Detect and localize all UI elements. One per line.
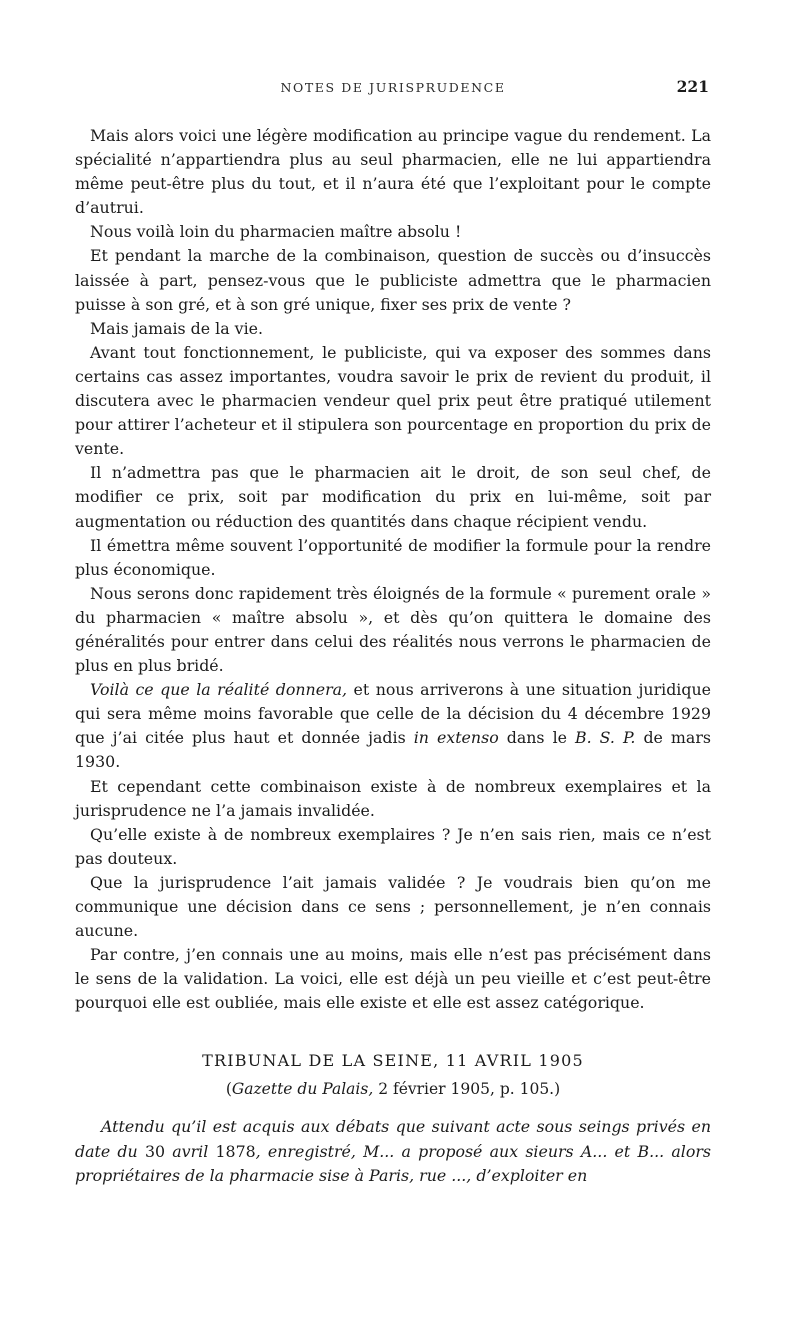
paragraph-voila <box>75 678 711 774</box>
document-page <box>75 72 711 1188</box>
source-citation: 2 février 1905, p. 105.) <box>373 1080 561 1099</box>
journal-reference: B. S. P. <box>575 728 636 748</box>
paragraph: Mais alors voici une légère modification au principe vague du rendement. La spécialité n’appartiendra plus au seul pharmacien, elle ne lui appartiendra même peut-être plus du tout, et il n’aura été que l’exploitant pour le compte d’autrui. <box>75 126 711 218</box>
paragraph: Il n’admettra pas que le pharmacien ait le droit, de son seul chef, de modifier ce prix, soit par modification du prix en lui-même, soit par augmentation ou réduction des quantités dans chaque récipient vendu. <box>75 463 711 531</box>
paragraph-text: et nous arriverons à une situation juridique qui sera même moins favorable que celle de la décision du 4 décembre 1929 que j’ai citée plus haut et donnée jadis <box>75 680 711 748</box>
paragraph: Mais jamais de la vie. <box>90 318 263 338</box>
case-source: (Gazette du Palais, 2 février 1905, p. 105.) <box>225 1080 561 1099</box>
body-text <box>75 124 711 1188</box>
paragraph: Nous serons donc rapidement très éloignés de la formule « purement orale » du pharmacien « maître absolu », et dès qu’on quittera le domaine des généralités pour entrer dans celui des réalités nous verrons le pharmacien de plus en plus bridé. <box>75 583 711 676</box>
paragraph: Et cependant cette combinaison existe à de nombreux exemplaires et la jurisprudence ne l’a jamais invalidée. <box>75 776 711 820</box>
page-number: 221 <box>676 77 709 96</box>
running-title: NOTES DE JURISPRUDENCE <box>280 80 506 95</box>
paragraph-text: de mars 1930. <box>75 728 711 772</box>
paragraph: Avant tout fonctionnement, le publiciste, qui va exposer des sommes dans certains cas assez importantes, voudra savoir le prix de revient du produit, il discutera avec le pharmacien vendeur quel prix peut être pratiqué utilement pour attirer l’acheteur et il stipulera son pourcentage en proportion du prix de vente. <box>75 342 711 459</box>
paragraph: Il émettra même souvent l’opportunité de modifier la formule pour la rendre plus économique. <box>75 535 711 579</box>
paragraph: Qu’elle existe à de nombreux exemplaires ? Je n’en sais rien, mais ce n’est pas douteux. <box>75 824 711 868</box>
decision-text: Attendu qu’il est acquis aux débats que suivant acte sous seings privés en date du 30 avril 1878, enregistré, M... a proposé aux sieurs A... et B... alors propriétaires de la pharmacie sise à Paris, rue ..., d’exploiter en <box>75 1117 711 1185</box>
italic-phrase: in extenso <box>413 728 499 748</box>
running-header <box>75 72 711 100</box>
paragraph: Et pendant la marche de la combinaison, question de succès ou d’insuccès laissée à part, pensez-vous que le publiciste admettra que le pharmacien puisse à son gré, et à son gré unique, fixer ses prix de vente ? <box>75 246 711 314</box>
paragraph: Nous voilà loin du pharmacien maître absolu ! <box>90 222 462 242</box>
source-journal: Gazette du Palais, <box>231 1080 374 1099</box>
italic-lead: Voilà ce que la réalité donnera, <box>90 680 348 700</box>
case-heading: TRIBUNAL DE LA SEINE, 11 AVRIL 1905 <box>202 1051 584 1071</box>
paragraph: Que la jurisprudence l’ait jamais validée ? Je voudrais bien qu’on me communique une décision dans ce sens ; personnellement, je n’en connais aucune. <box>75 872 711 941</box>
paragraph-text: dans le <box>498 728 575 748</box>
paragraph: Par contre, j’en connais une au moins, mais elle n’est pas précisément dans le sens de la validation. La voici, elle est déjà un peu vieille et c’est peut-être pourquoi elle est oubliée, mais elle existe et elle est assez catégorique. <box>75 945 711 1013</box>
